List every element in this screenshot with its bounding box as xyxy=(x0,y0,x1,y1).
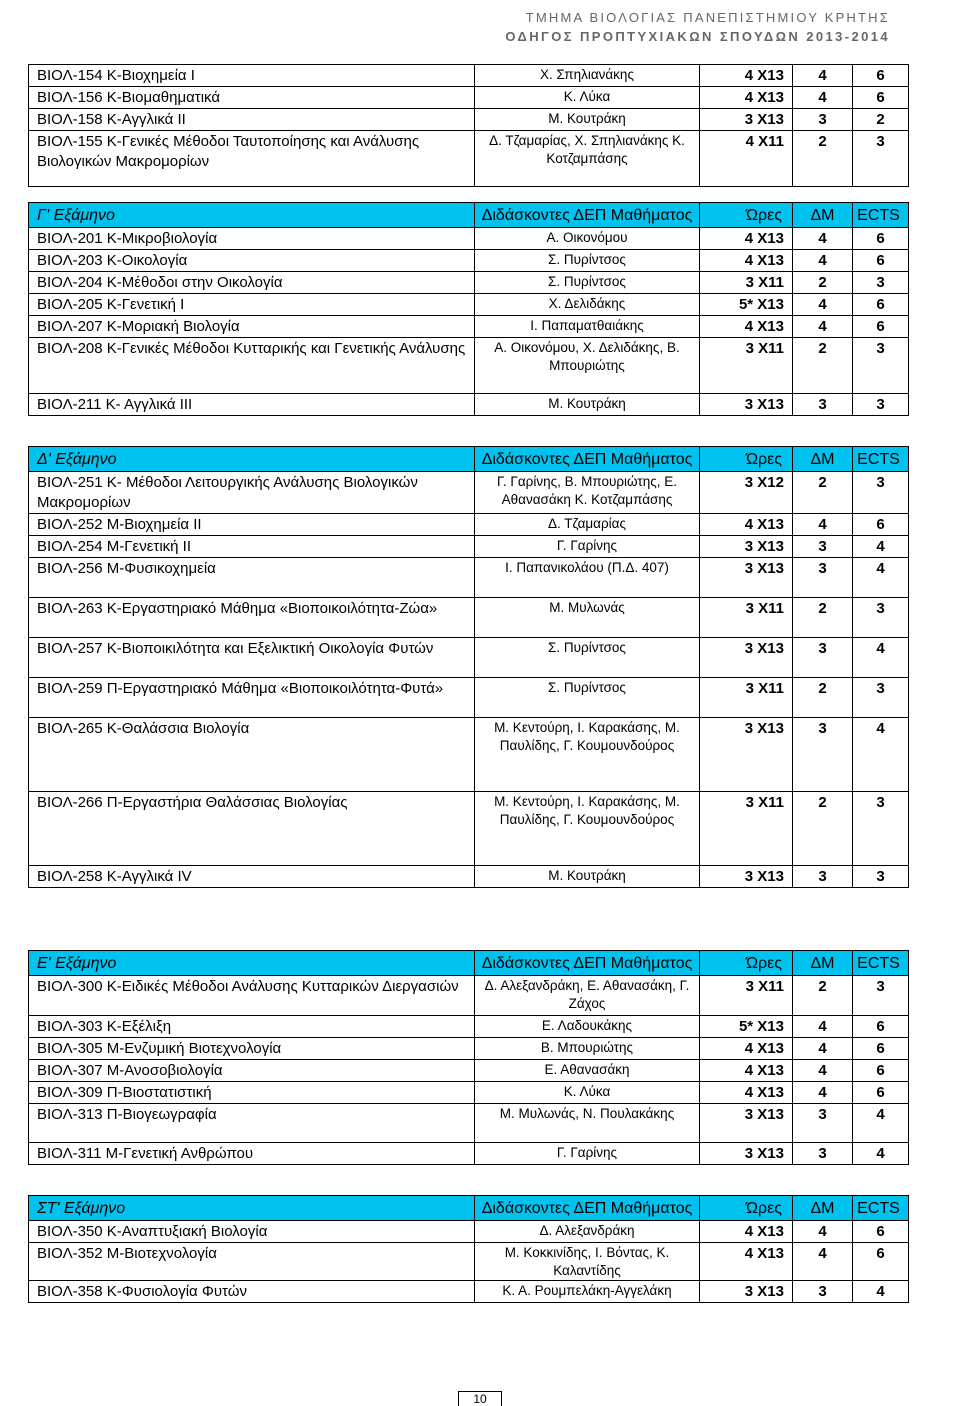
instructors: Μ. Μυλωνάς xyxy=(475,598,700,638)
table-row xyxy=(29,866,909,888)
ects-value: 3 xyxy=(853,976,909,1016)
hours: 3 Χ11 xyxy=(700,598,793,638)
ects-value: 6 xyxy=(853,316,909,338)
table-row xyxy=(29,131,909,187)
table-row xyxy=(29,87,909,109)
hours: 4 Χ13 xyxy=(700,514,793,536)
column-header-hours: Ώρες xyxy=(700,203,793,228)
course-name: ΒΙΟΛ-259 Π-Εργαστηριακό Μάθημα «Βιοποικοιλότητα-Φυτά» xyxy=(29,678,475,718)
instructors: Δ. Αλεξανδράκη xyxy=(475,1221,700,1243)
ects-value: 3 xyxy=(853,678,909,718)
table-semester-e xyxy=(28,950,909,1165)
dm-value: 3 xyxy=(793,638,853,678)
instructors: Μ. Κεντούρη, Ι. Καρακάσης, Μ. Παυλίδης, Γ. Κουμουνδούρος xyxy=(475,718,700,792)
course-name: ΒΙΟΛ-300 Κ-Ειδικές Μέθοδοι Ανάλυσης Κυτταρικών Διεργασιών xyxy=(29,976,475,1016)
instructors: Μ. Μυλωνάς, Ν. Πουλακάκης xyxy=(475,1104,700,1143)
semester-title: ΣΤ' Εξάμηνο xyxy=(29,1196,475,1221)
hours: 3 Χ13 xyxy=(700,109,793,131)
dm-value: 2 xyxy=(793,976,853,1016)
course-name: ΒΙΟΛ-207 Κ-Μοριακή Βιολογία xyxy=(29,316,475,338)
column-header-dm: ΔΜ xyxy=(793,951,853,976)
ects-value: 6 xyxy=(853,65,909,87)
hours: 4 Χ13 xyxy=(700,1082,793,1104)
instructors: Δ. Αλεξανδράκη, Ε. Αθανασάκη, Γ. Ζάχος xyxy=(475,976,700,1016)
table-semester-d xyxy=(28,446,909,888)
ects-value: 6 xyxy=(853,1016,909,1038)
ects-value: 6 xyxy=(853,87,909,109)
hours: 3 Χ13 xyxy=(700,1104,793,1143)
hours: 3 Χ11 xyxy=(700,272,793,294)
ects-value: 3 xyxy=(853,338,909,394)
table-row xyxy=(29,1104,909,1143)
ects-value: 6 xyxy=(853,294,909,316)
course-name: ΒΙΟΛ-257 Κ-Βιοποικιλότητα και Εξελικτική Οικολογία Φυτών xyxy=(29,638,475,678)
hours: 5* Χ13 xyxy=(700,294,793,316)
instructors: Σ. Πυρίντσος xyxy=(475,638,700,678)
ects-value: 4 xyxy=(853,1104,909,1143)
table-row xyxy=(29,272,909,294)
table-row xyxy=(29,228,909,250)
ects-value: 4 xyxy=(853,638,909,678)
course-name: ΒΙΟΛ-358 Κ-Φυσιολογία Φυτών xyxy=(29,1281,475,1303)
dm-value: 4 xyxy=(793,1038,853,1060)
table-row xyxy=(29,536,909,558)
dm-value: 4 xyxy=(793,316,853,338)
hours: 3 Χ13 xyxy=(700,536,793,558)
ects-value: 4 xyxy=(853,558,909,598)
hours: 3 Χ12 xyxy=(700,472,793,514)
table-row xyxy=(29,394,909,416)
column-header-hours: Ώρες xyxy=(700,951,793,976)
hours: 3 Χ11 xyxy=(700,976,793,1016)
hours: 3 Χ13 xyxy=(700,1143,793,1165)
course-name: ΒΙΟΛ-313 Π-Βιογεωγραφία xyxy=(29,1104,475,1143)
semester-header-row xyxy=(29,1196,909,1221)
hours: 3 Χ13 xyxy=(700,718,793,792)
ects-value: 6 xyxy=(853,228,909,250)
table-row xyxy=(29,338,909,394)
department-title: ΤΜΗΜΑ ΒΙΟΛΟΓΙΑΣ ΠΑΝΕΠΙΣΤΗΜΙΟΥ ΚΡΗΤΗΣ xyxy=(525,10,890,25)
column-header-dm: ΔΜ xyxy=(793,447,853,472)
instructors: Ε. Λαδουκάκης xyxy=(475,1016,700,1038)
table-row xyxy=(29,718,909,792)
ects-value: 3 xyxy=(853,598,909,638)
column-header-instructors: Διδάσκοντες ΔΕΠ Μαθήματος xyxy=(475,951,700,976)
ects-value: 3 xyxy=(853,131,909,187)
course-name: ΒΙΟΛ-256 Μ-Φυσικοχημεία xyxy=(29,558,475,598)
hours: 3 Χ11 xyxy=(700,338,793,394)
dm-value: 2 xyxy=(793,598,853,638)
course-name: ΒΙΟΛ-205 Κ-Γενετική Ι xyxy=(29,294,475,316)
instructors: Μ. Κεντούρη, Ι. Καρακάσης, Μ. Παυλίδης, Γ. Κουμουνδούρος xyxy=(475,792,700,866)
ects-value: 3 xyxy=(853,472,909,514)
course-name: ΒΙΟΛ-158 Κ-Αγγλικά ΙΙ xyxy=(29,109,475,131)
ects-value: 6 xyxy=(853,1243,909,1281)
hours: 5* Χ13 xyxy=(700,1016,793,1038)
table-row xyxy=(29,792,909,866)
semester-header-row xyxy=(29,203,909,228)
ects-value: 6 xyxy=(853,250,909,272)
dm-value: 4 xyxy=(793,1016,853,1038)
column-header-instructors: Διδάσκοντες ΔΕΠ Μαθήματος xyxy=(475,1196,700,1221)
column-header-hours: Ώρες xyxy=(700,1196,793,1221)
course-name: ΒΙΟΛ-252 Μ-Βιοχημεία ΙΙ xyxy=(29,514,475,536)
page-header xyxy=(505,8,890,46)
course-name: ΒΙΟΛ-251 Κ- Μέθοδοι Λειτουργικής Ανάλυσης Βιολογικών Μακρομορίων xyxy=(29,472,475,514)
semester-title: Ε' Εξάμηνο xyxy=(29,951,475,976)
hours: 4 Χ13 xyxy=(700,1038,793,1060)
course-name: ΒΙΟΛ-208 Κ-Γενικές Μέθοδοι Κυτταρικής και Γενετικής Ανάλυσης xyxy=(29,338,475,394)
dm-value: 2 xyxy=(793,792,853,866)
table-top xyxy=(28,64,909,187)
dm-value: 2 xyxy=(793,472,853,514)
instructors: Α. Οικονόμου xyxy=(475,228,700,250)
dm-value: 4 xyxy=(793,87,853,109)
dm-value: 4 xyxy=(793,1060,853,1082)
dm-value: 3 xyxy=(793,536,853,558)
instructors: Μ. Κουτράκη xyxy=(475,866,700,888)
instructors: Σ. Πυρίντσος xyxy=(475,250,700,272)
table-row xyxy=(29,558,909,598)
table-row xyxy=(29,976,909,1016)
dm-value: 3 xyxy=(793,1104,853,1143)
instructors: Κ. Λύκα xyxy=(475,1082,700,1104)
table-row xyxy=(29,250,909,272)
semester-header-row xyxy=(29,951,909,976)
table-row xyxy=(29,1082,909,1104)
dm-value: 4 xyxy=(793,294,853,316)
hours: 4 Χ13 xyxy=(700,65,793,87)
course-name: ΒΙΟΛ-311 Μ-Γενετική Ανθρώπου xyxy=(29,1143,475,1165)
dm-value: 3 xyxy=(793,866,853,888)
instructors: Σ. Πυρίντσος xyxy=(475,678,700,718)
table-row xyxy=(29,1038,909,1060)
ects-value: 4 xyxy=(853,718,909,792)
hours: 4 Χ13 xyxy=(700,87,793,109)
hours: 3 Χ13 xyxy=(700,638,793,678)
page-number: 10 xyxy=(458,1391,502,1406)
column-header-instructors: Διδάσκοντες ΔΕΠ Μαθήματος xyxy=(475,447,700,472)
course-name: ΒΙΟΛ-265 Κ-Θαλάσσια Βιολογία xyxy=(29,718,475,792)
instructors: Χ. Σπηλιανάκης xyxy=(475,65,700,87)
course-name: ΒΙΟΛ-155 Κ-Γενικές Μέθοδοι Ταυτοποίησης και Ανάλυσης Βιολογικών Μακρομορίων xyxy=(29,131,475,187)
instructors: Ι. Παπαματθαιάκης xyxy=(475,316,700,338)
dm-value: 2 xyxy=(793,338,853,394)
hours: 4 Χ13 xyxy=(700,228,793,250)
column-header-ects: ECTS xyxy=(853,951,909,976)
course-name: ΒΙΟΛ-307 Μ-Ανοσοβιολογία xyxy=(29,1060,475,1082)
table-row xyxy=(29,1221,909,1243)
ects-value: 6 xyxy=(853,1221,909,1243)
instructors: Δ. Τζαμαρίας, Χ. Σπηλιανάκης Κ. Κοτζαμπάσης xyxy=(475,131,700,187)
table-row xyxy=(29,109,909,131)
table-row xyxy=(29,638,909,678)
instructors: Γ. Γαρίνης xyxy=(475,536,700,558)
dm-value: 3 xyxy=(793,1143,853,1165)
dm-value: 4 xyxy=(793,250,853,272)
hours: 3 Χ11 xyxy=(700,678,793,718)
course-name: ΒΙΟΛ-201 Κ-Μικροβιολογία xyxy=(29,228,475,250)
dm-value: 3 xyxy=(793,558,853,598)
dm-value: 2 xyxy=(793,272,853,294)
instructors: Γ. Γαρίνης, Β. Μπουριώτης, Ε. Αθανασάκη Κ. Κοτζαμπάσης xyxy=(475,472,700,514)
course-name: ΒΙΟΛ-305 Μ-Ενζυμική Βιοτεχνολογία xyxy=(29,1038,475,1060)
course-name: ΒΙΟΛ-211 Κ- Αγγλικά ΙΙΙ xyxy=(29,394,475,416)
hours: 4 Χ13 xyxy=(700,1060,793,1082)
instructors: Κ. Λύκα xyxy=(475,87,700,109)
dm-value: 4 xyxy=(793,65,853,87)
hours: 3 Χ13 xyxy=(700,558,793,598)
ects-value: 6 xyxy=(853,514,909,536)
dm-value: 2 xyxy=(793,678,853,718)
guide-title: ΟΔΗΓΟΣ ΠΡΟΠΤΥΧΙΑΚΩΝ ΣΠΟΥΔΩΝ 2013-2014 xyxy=(505,29,890,44)
dm-value: 4 xyxy=(793,1221,853,1243)
ects-value: 3 xyxy=(853,394,909,416)
course-name: ΒΙΟΛ-154 Κ-Βιοχημεία Ι xyxy=(29,65,475,87)
instructors: Μ. Κουτράκη xyxy=(475,394,700,416)
table-semester-c xyxy=(28,202,909,416)
column-header-ects: ECTS xyxy=(853,447,909,472)
hours: 3 Χ13 xyxy=(700,866,793,888)
course-name: ΒΙΟΛ-263 Κ-Εργαστηριακό Μάθημα «Βιοποικοιλότητα-Ζώα» xyxy=(29,598,475,638)
instructors: Ι. Παπανικολάου (Π.Δ. 407) xyxy=(475,558,700,598)
table-row xyxy=(29,65,909,87)
hours: 4 Χ13 xyxy=(700,316,793,338)
dm-value: 3 xyxy=(793,394,853,416)
course-name: ΒΙΟΛ-203 Κ-Οικολογία xyxy=(29,250,475,272)
course-name: ΒΙΟΛ-309 Π-Βιοστατιστική xyxy=(29,1082,475,1104)
instructors: Σ. Πυρίντσος xyxy=(475,272,700,294)
column-header-dm: ΔΜ xyxy=(793,203,853,228)
ects-value: 3 xyxy=(853,272,909,294)
table-row xyxy=(29,472,909,514)
column-header-instructors: Διδάσκοντες ΔΕΠ Μαθήματος xyxy=(475,203,700,228)
table-row xyxy=(29,1060,909,1082)
dm-value: 4 xyxy=(793,1243,853,1281)
course-name: ΒΙΟΛ-352 Μ-Βιοτεχνολογία xyxy=(29,1243,475,1281)
ects-value: 6 xyxy=(853,1060,909,1082)
table-row xyxy=(29,1281,909,1303)
table-row xyxy=(29,316,909,338)
course-name: ΒΙΟΛ-156 Κ-Βιομαθηματικά xyxy=(29,87,475,109)
table-row xyxy=(29,294,909,316)
table-row xyxy=(29,598,909,638)
table-row xyxy=(29,1016,909,1038)
course-name: ΒΙΟΛ-266 Π-Εργαστήρια Θαλάσσιας Βιολογίας xyxy=(29,792,475,866)
table-row xyxy=(29,1243,909,1281)
instructors: Δ. Τζαμαρίας xyxy=(475,514,700,536)
ects-value: 6 xyxy=(853,1038,909,1060)
instructors: Κ. Α. Ρουμπελάκη-Αγγελάκη xyxy=(475,1281,700,1303)
ects-value: 2 xyxy=(853,109,909,131)
dm-value: 3 xyxy=(793,109,853,131)
dm-value: 4 xyxy=(793,228,853,250)
dm-value: 4 xyxy=(793,514,853,536)
instructors: Μ. Κοκκινίδης, Ι. Βόντας, Κ. Καλαντίδης xyxy=(475,1243,700,1281)
semester-title: Δ' Εξάμηνο xyxy=(29,447,475,472)
course-name: ΒΙΟΛ-303 Κ-Εξέλιξη xyxy=(29,1016,475,1038)
instructors: Γ. Γαρίνης xyxy=(475,1143,700,1165)
instructors: Α. Οικονόμου, Χ. Δελιδάκης, Β. Μπουριώτης xyxy=(475,338,700,394)
ects-value: 3 xyxy=(853,792,909,866)
table-semester-f xyxy=(28,1195,909,1303)
instructors: Β. Μπουριώτης xyxy=(475,1038,700,1060)
hours: 3 Χ13 xyxy=(700,1281,793,1303)
hours: 4 Χ11 xyxy=(700,131,793,187)
course-name: ΒΙΟΛ-350 Κ-Αναπτυξιακή Βιολογία xyxy=(29,1221,475,1243)
course-name: ΒΙΟΛ-254 Μ-Γενετική ΙΙ xyxy=(29,536,475,558)
course-name: ΒΙΟΛ-204 Κ-Μέθοδοι στην Οικολογία xyxy=(29,272,475,294)
hours: 3 Χ13 xyxy=(700,394,793,416)
table-row xyxy=(29,514,909,536)
column-header-ects: ECTS xyxy=(853,1196,909,1221)
instructors: Χ. Δελιδάκης xyxy=(475,294,700,316)
hours: 4 Χ13 xyxy=(700,1221,793,1243)
dm-value: 3 xyxy=(793,718,853,792)
column-header-dm: ΔΜ xyxy=(793,1196,853,1221)
semester-title: Γ' Εξάμηνο xyxy=(29,203,475,228)
ects-value: 3 xyxy=(853,866,909,888)
instructors: Ε. Αθανασάκη xyxy=(475,1060,700,1082)
semester-header-row xyxy=(29,447,909,472)
ects-value: 4 xyxy=(853,536,909,558)
ects-value: 4 xyxy=(853,1281,909,1303)
ects-value: 4 xyxy=(853,1143,909,1165)
dm-value: 3 xyxy=(793,1281,853,1303)
hours: 3 Χ11 xyxy=(700,792,793,866)
table-row xyxy=(29,1143,909,1165)
hours: 4 Χ13 xyxy=(700,1243,793,1281)
table-row xyxy=(29,678,909,718)
course-name: ΒΙΟΛ-258 Κ-Αγγλικά IV xyxy=(29,866,475,888)
instructors: Μ. Κουτράκη xyxy=(475,109,700,131)
ects-value: 6 xyxy=(853,1082,909,1104)
dm-value: 4 xyxy=(793,1082,853,1104)
column-header-ects: ECTS xyxy=(853,203,909,228)
column-header-hours: Ώρες xyxy=(700,447,793,472)
hours: 4 Χ13 xyxy=(700,250,793,272)
dm-value: 2 xyxy=(793,131,853,187)
